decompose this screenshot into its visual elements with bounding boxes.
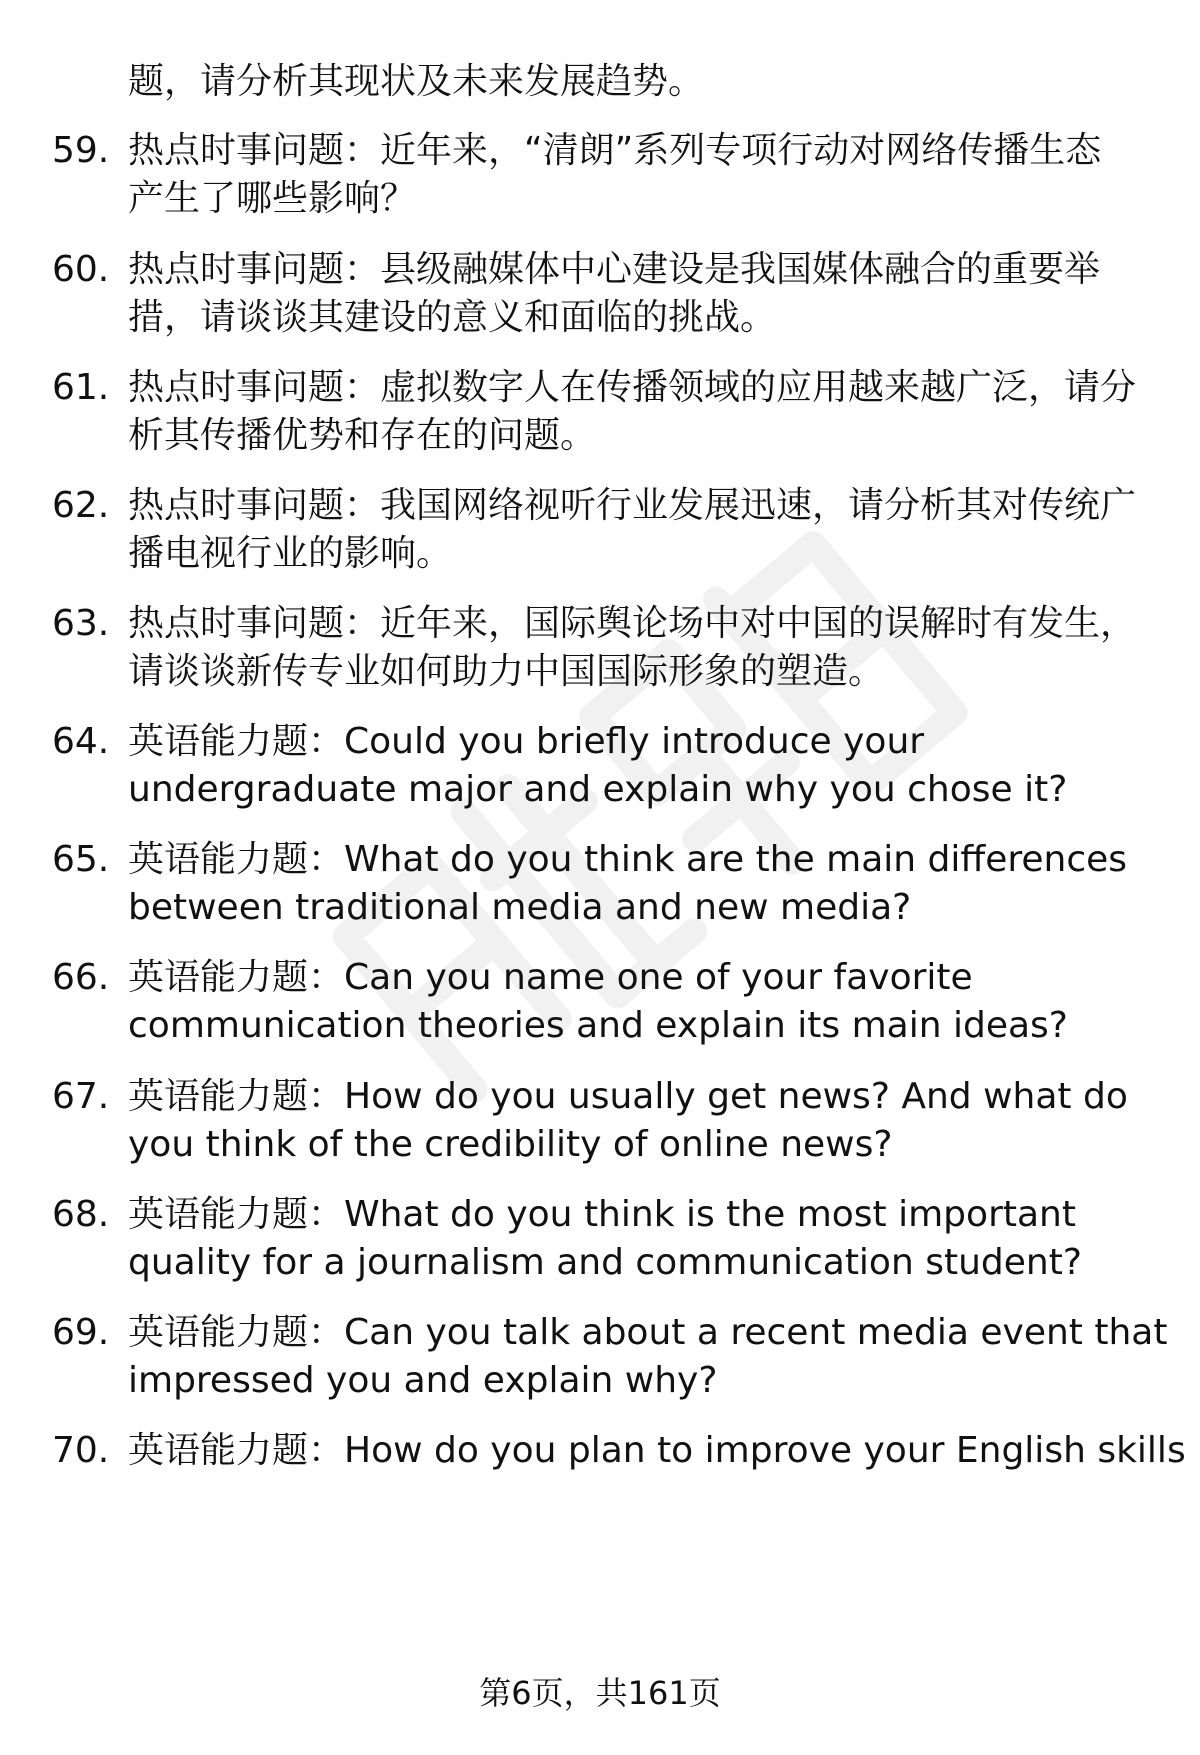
question-line: 热点时事问题：近年来，国际舆论场中对中国的误解时有发生， [128,603,1137,644]
question-text [128,58,1188,106]
question-line: 析其传播优势和存在的问题。 [128,415,597,456]
question-line: 热点时事问题：我国网络视听行业发展迅速，请分析其对传统广 [128,485,1137,526]
question-number: 59. [52,130,110,171]
question-number: 65. [52,839,110,880]
question-line: 英语能力题：Could you briefly introduce your [128,721,925,762]
question-text [128,364,1188,460]
question-line: undergraduate major and explain why you chose it? [128,769,1068,810]
page-footer: 第6页，共161页 [479,1674,721,1712]
question-text [128,246,1188,342]
question-text [128,1309,1188,1405]
question-line: 措，请谈谈其建设的意义和面临的挑战。 [128,297,777,338]
question-text [128,954,1188,1050]
question-line: impressed you and explain why? [128,1360,718,1401]
question-line: 热点时事问题：虚拟数字人在传播领域的应用越来越广泛，请分 [128,367,1137,408]
question-number: 66. [52,957,110,998]
question-number: 69. [52,1312,110,1353]
question-line: 英语能力题：How do you usually get news? And what do [128,1076,1128,1117]
question-line: you think of the credibility of online news? [128,1124,893,1165]
question-line: 热点时事问题：近年来，“清朗”系列专项行动对网络传播生态 [128,130,1102,171]
question-line: 英语能力题：What do you think is the most important [128,1194,1076,1235]
question-line: quality for a journalism and communication student? [128,1242,1082,1283]
question-text [128,836,1188,932]
question-text [128,600,1188,696]
question-line: 请谈谈新传专业如何助力中国国际形象的塑造。 [128,651,885,692]
question-line: 产生了哪些影响？ [128,178,417,219]
question-number: 67. [52,1076,110,1117]
question-text [128,1191,1188,1287]
question-line: 题，请分析其现状及未来发展趋势。 [128,61,705,102]
question-text [128,1073,1188,1169]
question-line: 热点时事问题：县级融媒体中心建设是我国媒体融合的重要举 [128,249,1101,290]
question-number: 70. [52,1430,110,1471]
question-line: 英语能力题：What do you think are the main differences [128,839,1128,880]
question-text [128,718,1188,814]
question-line: communication theories and explain its main ideas? [128,1005,1068,1046]
question-number: 64. [52,721,110,762]
question-text [128,482,1188,578]
question-line: 英语能力题：How do you plan to improve your English skills [128,1430,1186,1471]
question-line: between traditional media and new media? [128,887,912,928]
question-number: 61. [52,367,110,408]
question-number: 68. [52,1194,110,1235]
question-line: 英语能力题：Can you name one of your favorite [128,957,973,998]
question-line: 英语能力题：Can you talk about a recent media event that [128,1312,1168,1353]
question-text [128,127,1188,223]
question-number: 63. [52,603,110,644]
question-text [128,1427,1188,1475]
question-number: 60. [52,249,110,290]
question-number: 62. [52,485,110,526]
question-line: 播电视行业的影响。 [128,533,453,574]
